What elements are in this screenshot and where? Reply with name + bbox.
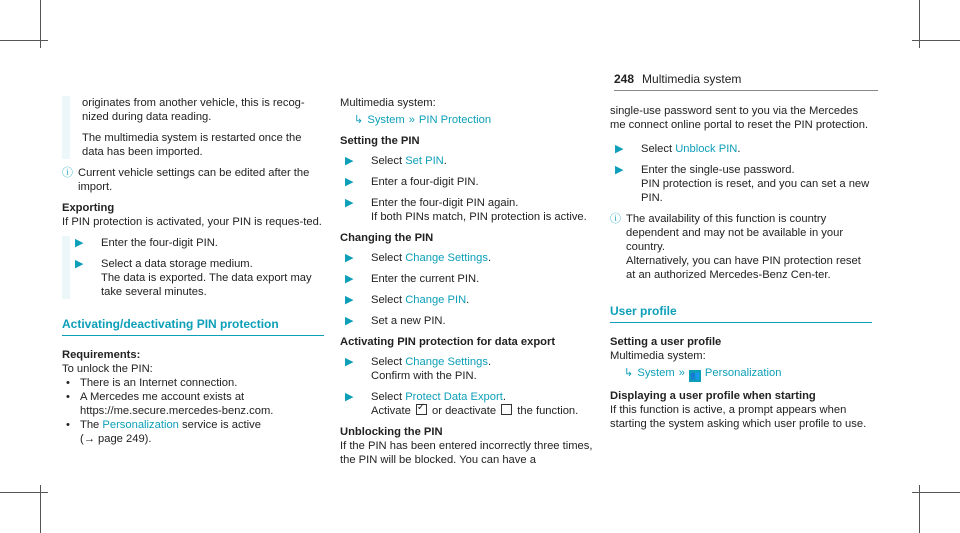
continued-block: [62, 96, 324, 159]
step: ▶ Enter the single-use password. PIN protection is reset, and you can set a new PIN.: [610, 163, 872, 205]
return-arrow-icon: ↳: [354, 114, 364, 126]
list-item: • There is an Internet connection.: [66, 377, 238, 389]
note-text: Current vehicle settings can be edited after the import.: [78, 167, 310, 193]
arrow-icon: ▶: [345, 155, 354, 167]
subheading: Displaying a user profile when starting: [610, 390, 816, 402]
subheading: Requirements:: [62, 349, 141, 361]
list-item: • A Mercedes me account exists at https://me.secure.mercedes-benz.com.: [66, 391, 274, 417]
section-title: Activating/deactivating PIN protection: [62, 317, 324, 336]
path-pin-protection[interactable]: PIN Protection: [418, 114, 492, 126]
subheading: Setting a user profile: [610, 336, 722, 348]
arrow-icon: ▶: [345, 315, 354, 327]
subheading: Activating PIN protection for data export: [340, 336, 556, 348]
arrow-icon: ▶: [75, 258, 84, 270]
path-system[interactable]: System: [367, 114, 405, 126]
step: ▶ Select Set PIN.: [340, 154, 602, 168]
personalization-icon: 👥: [689, 371, 700, 380]
intro-text: originates from another vehicle, this is recog-nized during data reading.: [82, 97, 305, 123]
step: ▶ Enter the current PIN.: [340, 272, 602, 286]
crop-mark: [912, 40, 960, 41]
arrow-icon: ▶: [345, 294, 354, 306]
step: ▶ Select Change Settings.: [340, 251, 602, 265]
step: ▶ Enter a four-digit PIN.: [340, 175, 602, 189]
section-title: User profile: [610, 304, 872, 323]
step: ▶ Select Unblock PIN.: [610, 142, 872, 156]
arrow-icon: ▶: [345, 273, 354, 285]
change-pin-link[interactable]: Change PIN: [405, 294, 467, 306]
step: ▶ Enter the four-digit PIN again. If both PINs match, PIN protection is active.: [340, 196, 602, 224]
menu-path: [340, 113, 602, 127]
arrow-icon: ▶: [345, 391, 354, 403]
change-settings-link[interactable]: Change Settings: [405, 356, 488, 368]
path-system[interactable]: System: [637, 367, 675, 379]
note: [62, 166, 324, 194]
subheading: Unblocking the PIN: [340, 426, 443, 438]
column-1: [62, 96, 324, 446]
protect-data-export-link[interactable]: Protect Data Export: [405, 391, 503, 403]
crop-mark: [912, 492, 960, 493]
arrow-icon: ▶: [345, 197, 354, 209]
unchecked-box-icon: [501, 404, 512, 415]
step: ▶ Select Change PIN.: [340, 293, 602, 307]
arrow-icon: ▶: [75, 237, 84, 249]
arrow-icon: ▶: [345, 356, 354, 368]
menu-path: [610, 366, 872, 382]
subheading: Changing the PIN: [340, 232, 434, 244]
step: ▶ Select Change Settings. Confirm with the PIN.: [340, 355, 602, 383]
note: [610, 212, 872, 282]
steps-block: [62, 236, 324, 299]
header-rule: [614, 90, 878, 91]
subheading: Setting the PIN: [340, 135, 420, 147]
step-text: Select a data storage medium. The data is exported. The data export may take several minutes.: [101, 258, 312, 298]
column-2: [340, 96, 602, 474]
double-chevron-icon: »: [678, 367, 685, 379]
intro-text: The multimedia system is restarted once the data has been imported.: [82, 132, 302, 158]
arrow-icon: ▶: [345, 252, 354, 264]
arrow-icon: ▶: [345, 176, 354, 188]
page-title: Multimedia system: [642, 72, 742, 86]
column-3: [610, 104, 872, 438]
info-icon: ⓘ: [62, 167, 73, 179]
subheading: Exporting: [62, 202, 115, 214]
info-icon: ⓘ: [610, 213, 621, 225]
change-settings-link[interactable]: Change Settings: [405, 252, 488, 264]
step: ▶ Select Protect Data Export. Activate ✓ or deactivate the function.: [340, 390, 602, 418]
note-text: The availability of this function is country dependent and may not be available in your country. Alternatively, you can have PIN protection reset at an authorized Mercedes-Benz Cen-ter.: [626, 213, 861, 281]
arrow-icon: ▶: [615, 164, 624, 176]
list-item: • The Personalization service is active (→ page 249).: [66, 419, 261, 445]
body-text: If PIN protection is activated, your PIN is reques-ted.: [62, 216, 322, 228]
checked-box-icon: [416, 404, 427, 415]
step: [70, 257, 324, 299]
body-text: If this function is active, a prompt appears when starting the system asking which user profile to use.: [610, 404, 867, 430]
path-personalization[interactable]: Personalization: [704, 367, 782, 379]
personalization-link[interactable]: Personalization: [102, 419, 179, 431]
body-text: single-use password sent to you via the Mercedes me connect online portal to reset the PIN protection.: [610, 105, 869, 131]
step: [70, 236, 324, 250]
step: ▶ Set a new PIN.: [340, 314, 602, 328]
unblock-pin-link[interactable]: Unblock PIN: [675, 143, 738, 155]
double-chevron-icon: »: [408, 114, 415, 126]
body-text: To unlock the PIN:: [62, 363, 153, 375]
body-text: If the PIN has been entered incorrectly three times, the PIN will be blocked. You can have a: [340, 440, 593, 466]
step-text: Enter the four-digit PIN.: [101, 237, 218, 249]
page-reference[interactable]: (→ page 249).: [80, 433, 152, 445]
crop-mark: [0, 492, 48, 493]
return-arrow-icon: ↳: [624, 367, 634, 379]
page-header: [614, 72, 741, 86]
menu-path-intro: Multimedia system:: [340, 97, 436, 109]
menu-path-intro: Multimedia system:: [610, 350, 706, 362]
crop-mark: [0, 40, 48, 41]
page-number: 248: [614, 72, 635, 86]
set-pin-link[interactable]: Set PIN: [405, 155, 444, 167]
arrow-icon: ▶: [615, 143, 624, 155]
